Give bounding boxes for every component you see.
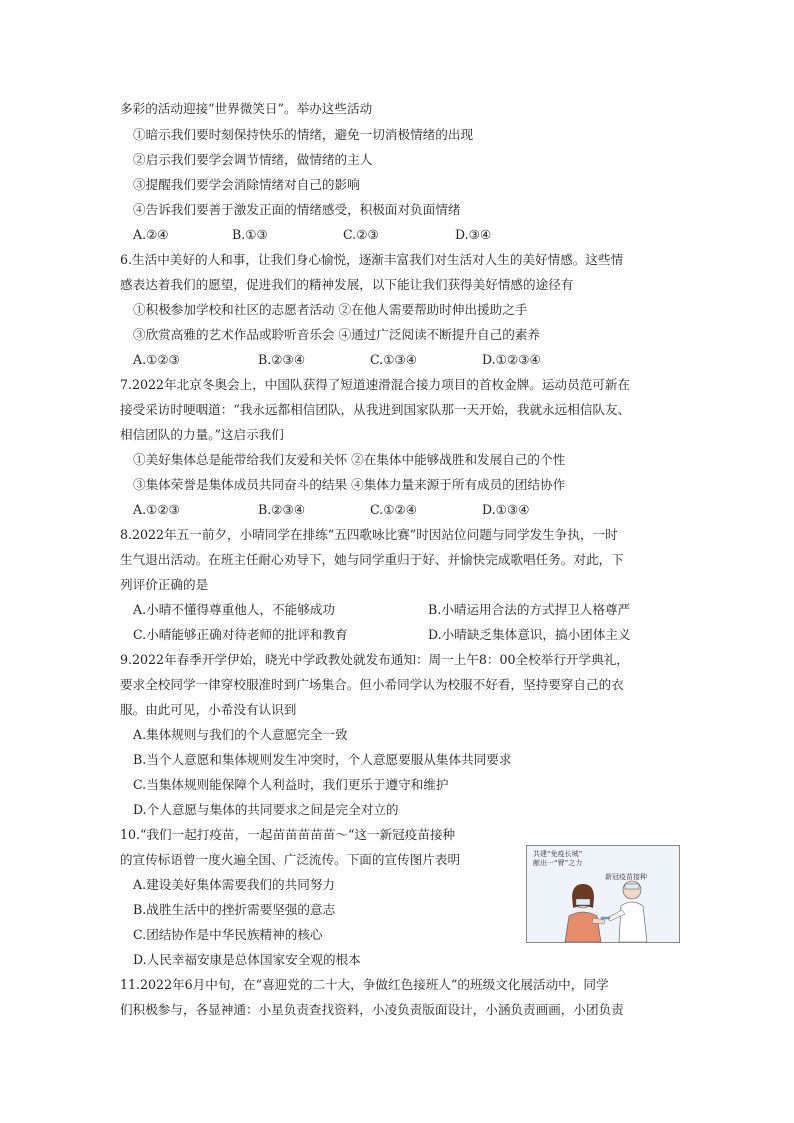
- q5-option-3: ③提醒我们要学会消除情绪对自己的影响: [133, 177, 360, 192]
- q7-options-3-4: ③集体荣誉是集体成员共同奋斗的结果 ④集体力量来源于所有成员的团结协作: [133, 477, 566, 492]
- q8-option-a: A.小晴不懂得尊重他人，不能够成功: [133, 602, 336, 617]
- q9-stem-line2: 要求全校同学一律穿校服准时到广场集合。但小希同学认为校服不好看，坚持要穿自己的衣: [120, 677, 624, 692]
- q7-choice-b: B.②③④: [258, 502, 306, 517]
- q5-option-2: ②启示我们要学会调节情绪，做情绪的主人: [133, 152, 373, 167]
- q7-choice-c: C.①②④: [370, 502, 418, 517]
- q6-stem-line2: 感表达着我们的愿望，促进我们的精神发展，以下能让我们获得美好情感的途径有: [120, 277, 574, 292]
- q6-choice-c: C.①③④: [370, 352, 418, 367]
- q7-stem-line1: 7.2022年北京冬奥会上，中国队获得了短道速滑混合接力项目的首枚金牌。运动员范可新在: [120, 377, 631, 392]
- q7-choice-d: D.①③④: [482, 502, 530, 517]
- q5-choice-d: D.③④: [455, 227, 492, 242]
- q5-stem-tail: 多彩的活动迎接“世界微笑日”。举办这些活动: [120, 101, 373, 116]
- q6-choice-b: B.②③④: [258, 352, 306, 367]
- q10-stem-line1: 10.“我们一起打疫苗，一起苗苗苗苗苗～“这一新冠疫苗接种: [120, 827, 456, 842]
- q6-stem-line1: 6.生活中美好的人和事，让我们身心愉悦，逐渐丰富我们对生活对人生的美好情感。这些情: [120, 252, 624, 267]
- q10-option-b: B.战胜生活中的挫折需要坚强的意志: [133, 902, 336, 917]
- q6-choice-a: A.①②③: [133, 352, 180, 367]
- q11-stem-line1: 11.2022年6月中旬，在“喜迎党的二十大，争做红色接班人”的班级文化展活动中，同学: [120, 977, 609, 992]
- q6-options-3-4: ③欣赏高雅的艺术作品或聆听音乐会 ④通过广泛阅读不断提升自己的素养: [133, 327, 541, 342]
- poster-caption: 新冠疫苗接种: [605, 873, 647, 881]
- poster-slogan-2: 献出一“臂”之力: [533, 859, 583, 867]
- poster-slogan-1: 共建“免疫长城”: [533, 850, 583, 858]
- q5-option-4: ④告诉我们要善于激发正面的情绪感受，积极面对负面情绪: [133, 202, 461, 217]
- q9-option-d: D.个人意愿与集体的共同要求之间是完全对立的: [133, 802, 399, 817]
- q7-stem-line2: 接受采访时哽咽道：“我永远都相信团队，从我进到国家队那一天开始，我就永远相信队友、: [120, 402, 631, 417]
- q9-stem-line3: 服。由此可见，小希没有认识到: [120, 702, 297, 717]
- q8-stem-line3: 列评价正确的是: [120, 577, 209, 592]
- q6-choice-d: D.①②③④: [482, 352, 541, 367]
- q8-option-d: D.小晴缺乏集体意识，搞小团体主义: [428, 627, 631, 642]
- q10-option-c: C.团结协作是中华民族精神的核心: [133, 927, 323, 942]
- q10-option-d: D.人民幸福安康是总体国家安全观的根本: [133, 952, 361, 967]
- q8-option-c: C.小晴能够正确对待老师的批评和教育: [133, 627, 348, 642]
- q9-stem-line1: 9.2022年春季开学伊始，晓光中学政教处就发布通知：周一上午8：00全校举行开学典礼，: [120, 652, 629, 667]
- q8-stem-line2: 生气退出活动。在班主任耐心劝导下，她与同学重归于好、并愉快完成歌唱任务。对此，下: [120, 552, 624, 567]
- q7-choice-a: A.①②③: [133, 502, 180, 517]
- q5-choice-b: B.①③: [232, 227, 268, 242]
- q10-option-a: A.建设美好集体需要我们的共同努力: [133, 877, 336, 892]
- q5-option-1: ①暗示我们要时刻保持快乐的情绪，避免一切消极情绪的出现: [133, 127, 474, 142]
- q8-option-b: B.小晴运用合法的方式捍卫人格尊严: [428, 602, 631, 617]
- q9-option-c: C.当集体规则能保障个人利益时，我们更乐于遵守和维护: [133, 777, 449, 792]
- q8-stem-line1: 8.2022年五一前夕，小晴同学在排练“五四歌咏比赛”时因站位问题与同学发生争执，一时: [120, 527, 618, 542]
- q5-choice-c: C.②③: [343, 227, 379, 242]
- q6-options-1-2: ①积极参加学校和社区的志愿者活动 ②在他人需要帮助时伸出援助之手: [133, 302, 528, 317]
- q9-option-a: A.集体规则与我们的个人意愿完全一致: [133, 727, 348, 742]
- q7-options-1-2: ①美好集体总是能带给我们友爱和关怀 ②在集体中能够战胜和发展自己的个性: [133, 452, 566, 467]
- q10-stem-line2: 的宣传标语曾一度火遍全国、广泛流传。下面的宣传图片表明: [120, 852, 461, 867]
- vaccination-poster-figure: [526, 845, 680, 943]
- q7-stem-line3: 相信团队的力量。”这启示我们: [120, 427, 284, 442]
- q11-stem-line2: 们积极参与，各显神通：小星负责查找资料，小凌负责版面设计，小涵负责画画，小团负责: [120, 1002, 624, 1017]
- q5-choice-a: A.②④: [133, 227, 169, 242]
- q9-option-b: B.当个人意愿和集体规则发生冲突时，个人意愿要服从集体共同要求: [133, 752, 512, 767]
